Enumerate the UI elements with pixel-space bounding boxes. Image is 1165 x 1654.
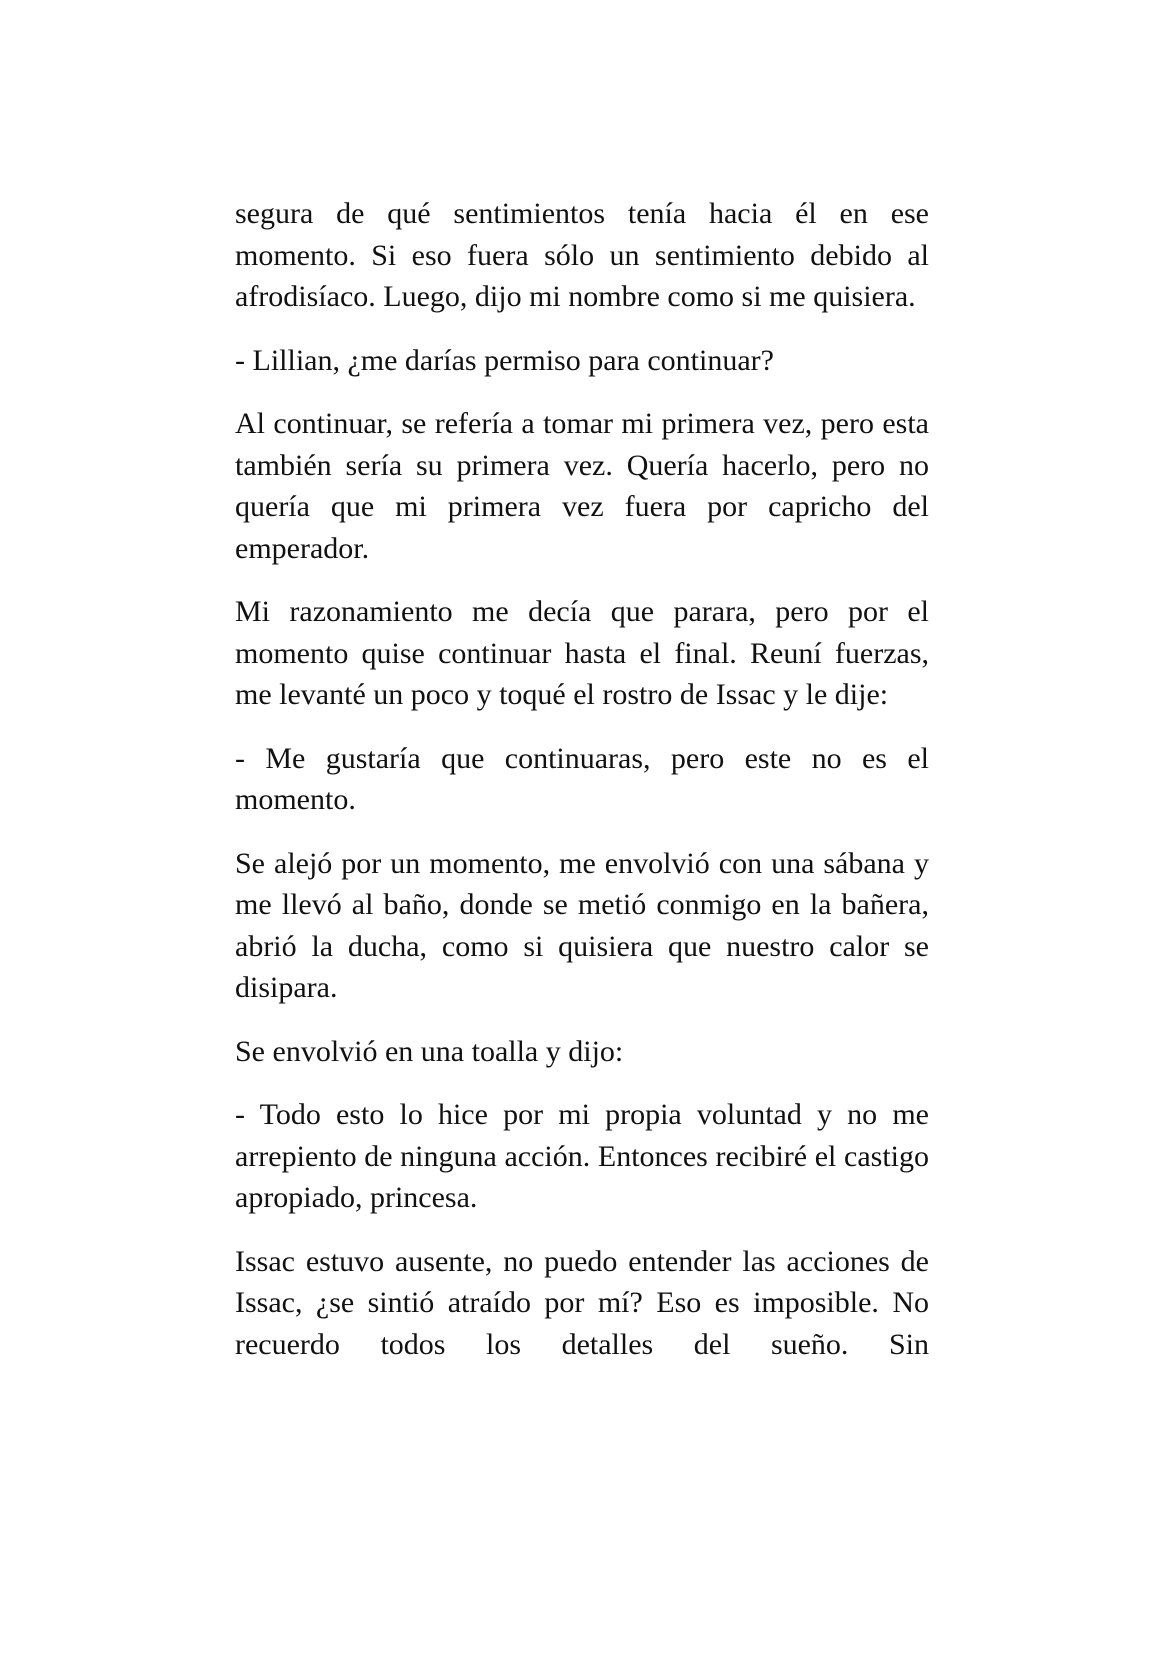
paragraph-5: - Me gustaría que continuaras, pero este no es el momento. [235,741,929,816]
paragraph-8: - Todo esto lo hice por mi propia voluntad y no me arrepiento de ninguna acción. Entonces recibiré el castigo apropiado, princesa. [235,1098,929,1214]
paragraph-6: Se alejó por un momento, me envolvió con una sábana y me llevó al baño, donde se metió conmigo en la bañera, abrió la ducha, como si quisiera que nuestro calor se disipara. [235,846,929,1004]
paragraph-7: Se envolvió en una toalla y dijo: [235,1034,624,1068]
paragraph-2: - Lillian, ¿me darías permiso para continuar? [235,343,774,377]
paragraph-4: Mi razonamiento me decía que parara, pero por el momento quise continuar hasta el final. Reuní fuerzas, me levanté un poco y toqué el rostro de Issac y le dije: [235,595,929,711]
body-text [235,193,929,1365]
paragraph-3: Al continuar, se refería a tomar mi primera vez, pero esta también sería su primera vez. Quería hacerlo, pero no quería que mi primera vez fuera por capricho del emperador. [235,407,929,565]
paragraph-1: segura de qué sentimientos tenía hacia él en ese momento. Si eso fuera sólo un sentimiento debido al afrodisíaco. Luego, dijo mi nombre como si me quisiera. [235,197,929,313]
paragraph-9: Issac estuvo ausente, no puedo entender las acciones de Issac, ¿se sintió atraído por mí? Eso es imposible. No recuerdo todos los detalles del sueño. Sin [235,1244,929,1361]
